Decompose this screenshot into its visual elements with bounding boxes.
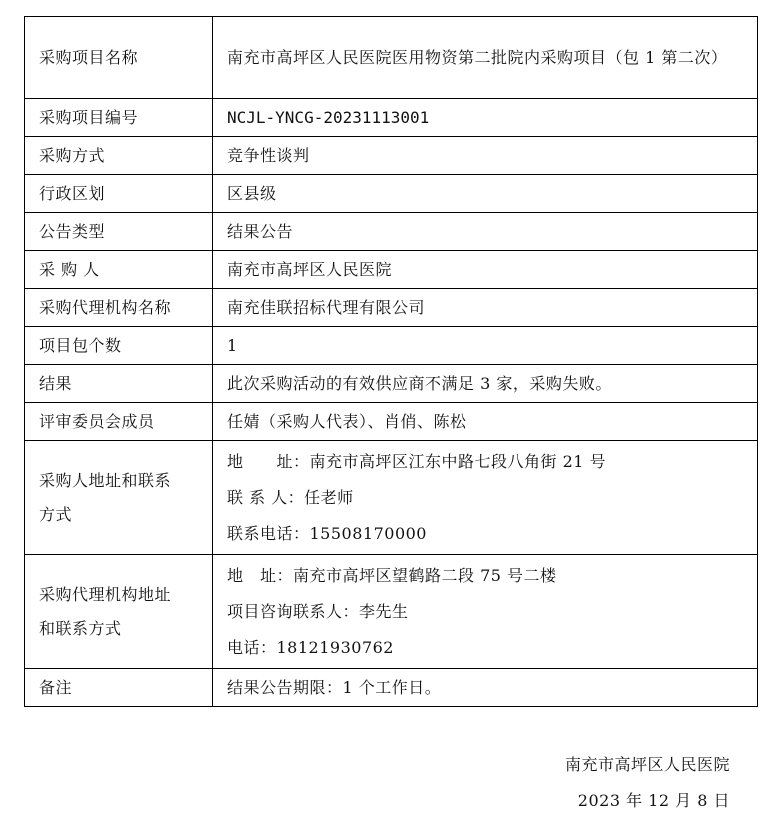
row-project-name bbox=[25, 17, 758, 99]
value-notice-type: 结果公告 bbox=[213, 213, 758, 251]
label-package-count: 项目包个数 bbox=[25, 327, 213, 365]
row-administrative-division bbox=[25, 175, 758, 213]
value-result: 此次采购活动的有效供应商不满足 3 家，采购失败。 bbox=[213, 365, 758, 403]
label-project-name: 采购项目名称 bbox=[25, 17, 213, 99]
row-project-number bbox=[25, 99, 758, 137]
purchaser-address: 地 址：南充市高坪区江东中路七段八角街 21 号 bbox=[227, 451, 607, 471]
value-purchaser-contact bbox=[213, 441, 758, 555]
footer-organization: 南充市高坪区人民医院 bbox=[564, 755, 730, 774]
result-notice-table bbox=[24, 16, 758, 707]
label-project-number: 采购项目编号 bbox=[25, 99, 213, 137]
row-package-count bbox=[25, 327, 758, 365]
label-agency-contact-line2: 和联系方式 bbox=[39, 618, 122, 638]
label-agency-name: 采购代理机构名称 bbox=[25, 289, 213, 327]
label-procurement-method: 采购方式 bbox=[25, 137, 213, 175]
value-project-name: 南充市高坪区人民医院医用物资第二批院内采购项目（包 1 第二次） bbox=[213, 17, 758, 99]
row-remark bbox=[25, 669, 758, 707]
agency-phone: 电话：18121930762 bbox=[227, 637, 394, 657]
label-purchaser-contact-line1: 采购人地址和联系 bbox=[39, 470, 172, 490]
value-administrative-division: 区县级 bbox=[213, 175, 758, 213]
label-agency-contact bbox=[25, 555, 213, 669]
row-notice-type bbox=[25, 213, 758, 251]
label-administrative-division: 行政区划 bbox=[25, 175, 213, 213]
label-purchaser-contact bbox=[25, 441, 213, 555]
agency-address: 地 址：南充市高坪区望鹤路二段 75 号二楼 bbox=[227, 565, 557, 585]
purchaser-contact-person: 联 系 人：任老师 bbox=[227, 487, 354, 507]
row-result bbox=[25, 365, 758, 403]
row-agency-name bbox=[25, 289, 758, 327]
agency-contact-person: 项目咨询联系人：李先生 bbox=[227, 601, 409, 621]
footer-date: 2023 年 12 月 8 日 bbox=[577, 791, 730, 810]
purchaser-phone: 联系电话：15508170000 bbox=[227, 523, 427, 543]
row-procurement-method bbox=[25, 137, 758, 175]
row-agency-contact bbox=[25, 555, 758, 669]
label-committee-members: 评审委员会成员 bbox=[25, 403, 213, 441]
value-procurement-method: 竞争性谈判 bbox=[213, 137, 758, 175]
value-committee-members: 任婧（采购人代表）、肖俏、陈松 bbox=[213, 403, 758, 441]
label-purchaser: 采 购 人 bbox=[25, 251, 213, 289]
row-purchaser-contact bbox=[25, 441, 758, 555]
label-result: 结果 bbox=[25, 365, 213, 403]
row-committee-members bbox=[25, 403, 758, 441]
value-agency-name: 南充佳联招标代理有限公司 bbox=[213, 289, 758, 327]
value-agency-contact bbox=[213, 555, 758, 669]
value-package-count: 1 bbox=[213, 327, 758, 365]
value-project-number: NCJL-YNCG-20231113001 bbox=[213, 99, 758, 137]
label-remark: 备注 bbox=[25, 669, 213, 707]
label-notice-type: 公告类型 bbox=[25, 213, 213, 251]
label-purchaser-contact-line2: 方式 bbox=[39, 504, 73, 524]
row-purchaser bbox=[25, 251, 758, 289]
value-purchaser: 南充市高坪区人民医院 bbox=[213, 251, 758, 289]
value-remark: 结果公告期限：1 个工作日。 bbox=[213, 669, 758, 707]
label-agency-contact-line1: 采购代理机构地址 bbox=[39, 584, 172, 604]
